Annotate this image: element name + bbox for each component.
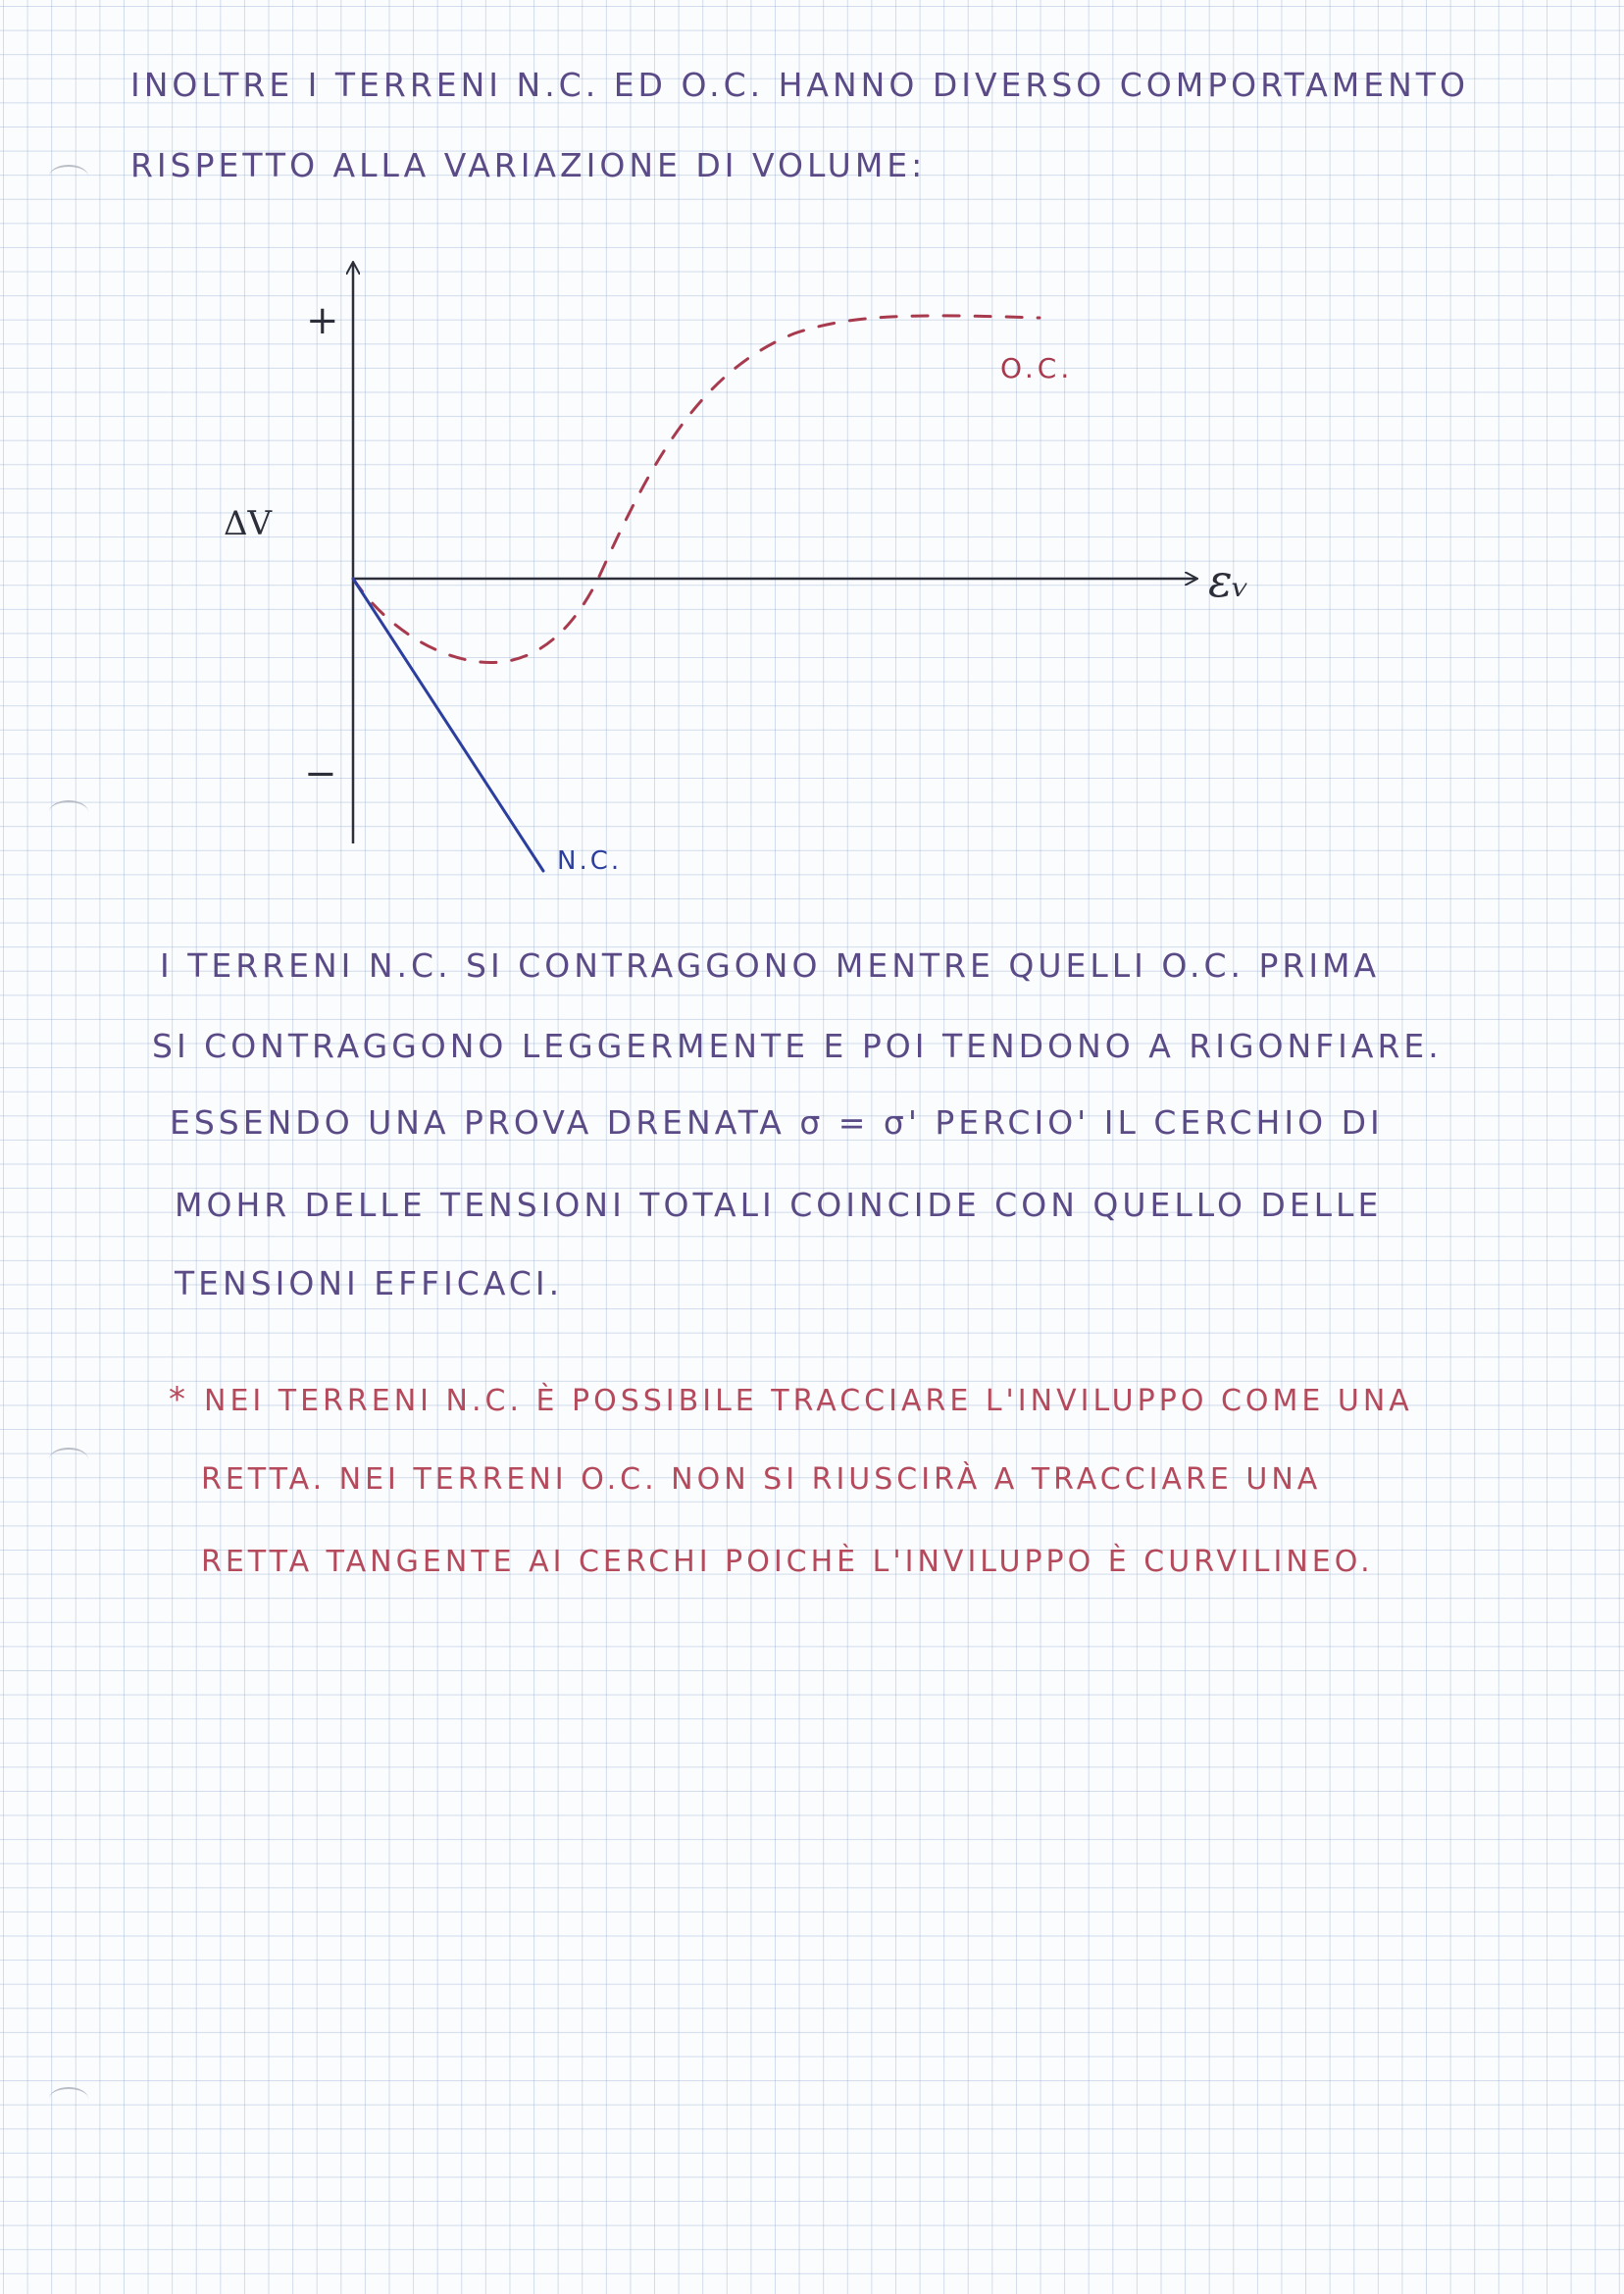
series-label-oc: O.C. — [1000, 352, 1074, 384]
page-heading — [0, 0, 1624, 196]
volume-change-chart — [147, 235, 1275, 902]
y-axis-label: ΔV — [224, 504, 273, 543]
body-line-1: I TERRENI N.C. SI CONTRAGGONO MENTRE QUELLI O.C. PRIMA — [160, 946, 1381, 985]
y-minus-label: − — [304, 751, 337, 796]
heading-line-2: RISPETTO ALLA VARIAZIONE DI VOLUME: — [130, 146, 927, 184]
binder-hole — [49, 1448, 88, 1471]
binder-hole — [49, 800, 88, 824]
note-line-1: NEI TERRENI N.C. È POSSIBILE TRACCIARE L'INVILUPPO COME UNA — [204, 1384, 1413, 1418]
note-line-3: RETTA TANGENTE AI CERCHI POICHÈ L'INVILUPPO È CURVILINEO. — [201, 1545, 1374, 1579]
body-line-4: MOHR DELLE TENSIONI TOTALI COINCIDE CON QUELLO DELLE — [175, 1186, 1383, 1224]
series-line-nc — [353, 579, 543, 871]
note-line-2: RETTA. NEI TERRENI O.C. NON SI RIUSCIRÀ A TRACCIARE UNA — [201, 1462, 1322, 1497]
y-plus-label: + — [306, 298, 339, 343]
body-line-2: SI CONTRAGGONO LEGGERMENTE E POI TENDONO A RIGONFIARE. — [152, 1027, 1443, 1065]
series-line-oc — [353, 316, 1040, 663]
x-axis-label: εᵥ — [1208, 554, 1249, 607]
body-line-3: ESSENDO UNA PROVA DRENATA σ = σ' PERCIO' IL CERCHIO DI — [170, 1103, 1384, 1142]
heading-line-1: INOLTRE I TERRENI N.C. ED O.C. HANNO DIVERSO COMPORTAMENTO — [130, 66, 1469, 104]
binder-hole — [49, 2087, 88, 2111]
note-bullet: * — [169, 1380, 189, 1419]
series-label-nc: N.C. — [557, 846, 623, 876]
body-line-5: TENSIONI EFFICACI. — [175, 1264, 564, 1302]
